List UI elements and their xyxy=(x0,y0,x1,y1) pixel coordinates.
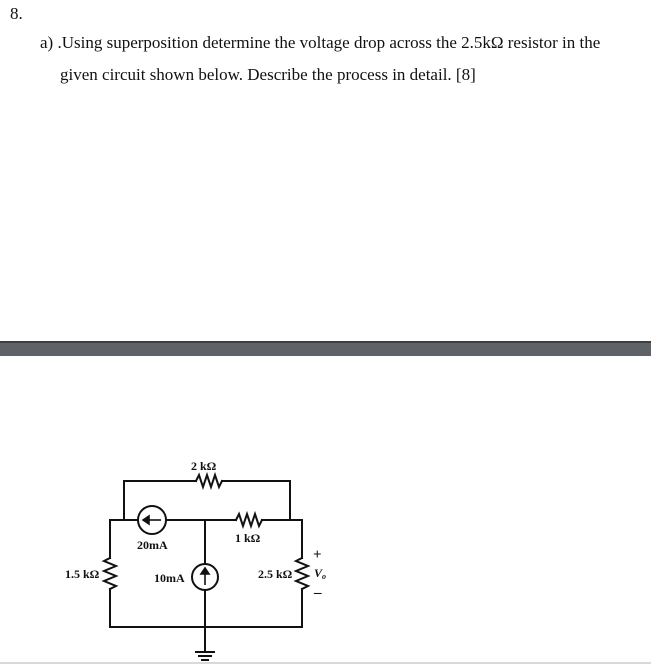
resistor-2_5k-zigzag xyxy=(296,558,308,589)
label-vo xyxy=(314,566,326,581)
ground-symbol xyxy=(196,652,214,660)
label-src-10: 10mA xyxy=(154,571,185,585)
label-r-left: 1.5 kΩ xyxy=(65,567,100,581)
label-r-top: 2 kΩ xyxy=(191,459,217,473)
label-minus: – xyxy=(314,585,322,601)
label-vo-sub: o xyxy=(322,572,327,581)
wire-mid-right xyxy=(262,520,302,558)
question-number: 8. xyxy=(10,4,23,23)
label-src-20: 20mA xyxy=(137,538,168,552)
label-r-mid: 1 kΩ xyxy=(235,531,261,545)
page-bottom-border xyxy=(0,662,651,664)
question-line-1: .Using superposition determine the voltage drop across the 2.5kΩ resistor in the xyxy=(53,33,601,52)
label-plus: + xyxy=(313,547,322,563)
question-text-line-2: given circuit shown below. Describe the process in detail. [8] xyxy=(60,65,476,84)
label-vo-v: V xyxy=(314,566,323,580)
resistor-1k-zigzag xyxy=(236,514,262,526)
part-label: a) xyxy=(40,33,54,52)
wire-mid-left xyxy=(110,520,137,558)
label-r-right: 2.5 kΩ xyxy=(258,567,293,581)
resistor-1_5k-zigzag xyxy=(104,558,116,589)
resistor-2k-zigzag xyxy=(196,475,222,487)
